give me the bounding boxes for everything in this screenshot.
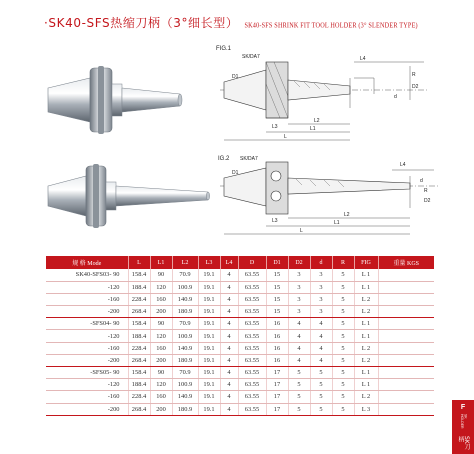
fig1-d1: D1 (232, 74, 239, 80)
table-row (46, 293, 434, 305)
table-cell: 3 (288, 293, 310, 305)
fig2-l: L (300, 228, 303, 234)
fig2-sk: SK/DA7 (240, 156, 258, 162)
title-en: SK40-SFS SHRINK FIT TOOL HOLDER (3° SLENDER TYPE) (244, 21, 418, 30)
side-tab-en: SK HOLDER (460, 414, 468, 429)
table-cell: 4 (288, 342, 310, 354)
table-cell: 5 (332, 391, 354, 403)
fig2-d: d (420, 178, 423, 184)
spec-table (46, 256, 434, 416)
table-cell: 158.4 (128, 367, 150, 379)
fig1-l4: L4 (360, 56, 366, 62)
side-tab-letter: F (460, 404, 466, 411)
table-cell: 160 (150, 391, 172, 403)
table-cell: 228.4 (128, 293, 150, 305)
table-cell: 5 (332, 342, 354, 354)
table-cell: L 1 (354, 367, 378, 379)
table-cell: L 2 (354, 342, 378, 354)
table-cell: 63.55 (238, 330, 266, 342)
column-header: L3 (198, 256, 220, 269)
fig1-sk: SK/DA7 (242, 54, 260, 60)
fig2-label: IG.2 (218, 156, 230, 162)
table-cell: L 1 (354, 330, 378, 342)
fig1-label: FIG.1 (216, 46, 232, 52)
table-cell: 200 (150, 403, 172, 415)
table-row (46, 306, 434, 318)
table-cell: 4 (310, 354, 332, 366)
model-cell: -160 (46, 391, 128, 403)
table-cell: 4 (220, 379, 238, 391)
column-header: L1 (150, 256, 172, 269)
table-row (46, 342, 434, 354)
column-header: 重量 KGS (378, 256, 434, 269)
drawing-fig2 (214, 152, 444, 242)
table-cell: 19.1 (198, 367, 220, 379)
table-cell: L 1 (354, 318, 378, 330)
table-cell: 160 (150, 293, 172, 305)
table-cell (378, 354, 434, 366)
table-cell: 5 (332, 306, 354, 318)
table-row (46, 330, 434, 342)
table-cell: 63.55 (238, 281, 266, 293)
table-cell: 63.55 (238, 342, 266, 354)
table-cell: 19.1 (198, 354, 220, 366)
table-cell: 4 (220, 269, 238, 281)
holder-photo-1 (40, 50, 190, 150)
model-cell: -200 (46, 354, 128, 366)
table-cell: 3 (288, 281, 310, 293)
fig1-l1: L1 (310, 126, 316, 132)
table-cell: 19.1 (198, 306, 220, 318)
fig2-l1: L1 (334, 220, 340, 226)
table-cell: 17 (266, 379, 288, 391)
table-cell (378, 293, 434, 305)
table-cell: 19.1 (198, 269, 220, 281)
table-cell: L 2 (354, 306, 378, 318)
table-row (46, 318, 434, 330)
table-cell: 188.4 (128, 330, 150, 342)
model-cell: -160 (46, 293, 128, 305)
table-cell: 5 (288, 403, 310, 415)
table-cell: 180.9 (172, 354, 198, 366)
column-header: R (332, 256, 354, 269)
table-cell: 19.1 (198, 342, 220, 354)
table-cell: 120 (150, 330, 172, 342)
table-row (46, 403, 434, 415)
holder-photo-2 (40, 150, 220, 242)
title-cn: ·SK40-SFS热缩刀柄（3°细长型） (44, 16, 239, 30)
table-cell: 90 (150, 318, 172, 330)
table-cell (378, 318, 434, 330)
table-cell: L 1 (354, 281, 378, 293)
table-cell: 4 (310, 342, 332, 354)
table-cell: 16 (266, 342, 288, 354)
table-row (46, 354, 434, 366)
table-cell (378, 403, 434, 415)
fig2-d1: D1 (232, 170, 239, 176)
table-cell: 90 (150, 269, 172, 281)
page-title (44, 14, 418, 31)
table-cell: 4 (220, 293, 238, 305)
table-cell: 100.9 (172, 281, 198, 293)
table-cell: 5 (332, 269, 354, 281)
table-cell: 4 (220, 330, 238, 342)
table-cell: 4 (220, 281, 238, 293)
table-cell: 17 (266, 391, 288, 403)
table-cell: 160 (150, 342, 172, 354)
table-cell: 3 (310, 281, 332, 293)
table-cell: 63.55 (238, 367, 266, 379)
table-cell: 158.4 (128, 318, 150, 330)
table-cell: 180.9 (172, 403, 198, 415)
table-cell (378, 367, 434, 379)
drawing-fig1 (214, 48, 434, 148)
table-cell: 5 (332, 367, 354, 379)
table-cell: 63.55 (238, 293, 266, 305)
table-cell: 4 (288, 354, 310, 366)
table-cell (378, 330, 434, 342)
fig2-l4: L4 (400, 162, 406, 168)
table-cell: 5 (288, 391, 310, 403)
table-cell: 63.55 (238, 269, 266, 281)
table-cell: 19.1 (198, 391, 220, 403)
table-cell: 3 (288, 269, 310, 281)
table-row (46, 367, 434, 379)
table-cell: L 1 (354, 379, 378, 391)
table-cell: 5 (332, 293, 354, 305)
fig2-l3: L3 (272, 218, 278, 224)
fig2-r: R (424, 188, 428, 194)
table-cell: 63.55 (238, 306, 266, 318)
table-cell: 180.9 (172, 306, 198, 318)
table-cell: 19.1 (198, 293, 220, 305)
model-cell: -200 (46, 403, 128, 415)
table-cell: 5 (332, 354, 354, 366)
fig1-r: R (412, 72, 416, 78)
table-cell: L 1 (354, 269, 378, 281)
table-cell: 4 (220, 403, 238, 415)
table-cell (378, 306, 434, 318)
model-cell: -SFS05- 90 (46, 367, 128, 379)
table-cell: 70.9 (172, 367, 198, 379)
table-cell: 16 (266, 354, 288, 366)
table-row (46, 379, 434, 391)
table-cell: 268.4 (128, 306, 150, 318)
table-cell: 15 (266, 293, 288, 305)
table-cell: 3 (288, 306, 310, 318)
table-cell: 188.4 (128, 379, 150, 391)
table-cell: 100.9 (172, 330, 198, 342)
table-cell (378, 269, 434, 281)
column-header: 规 格 Mode (46, 256, 128, 269)
table-cell: 63.55 (238, 379, 266, 391)
table-cell: 268.4 (128, 354, 150, 366)
table-cell: 17 (266, 403, 288, 415)
column-header: D1 (266, 256, 288, 269)
model-cell: -120 (46, 281, 128, 293)
fig2-l2: L2 (344, 212, 350, 218)
table-cell: 5 (310, 367, 332, 379)
model-cell: SK40-SFS03- 90 (46, 269, 128, 281)
table-cell: 16 (266, 330, 288, 342)
fig1-l: L (284, 134, 287, 140)
table-cell: 19.1 (198, 281, 220, 293)
fig2-d2: D2 (424, 198, 431, 204)
column-header: d (310, 256, 332, 269)
table-cell: 5 (310, 379, 332, 391)
column-header: L (128, 256, 150, 269)
table-cell: L 2 (354, 391, 378, 403)
spec-table-header (46, 256, 434, 269)
table-cell: 16 (266, 318, 288, 330)
table-cell: L 3 (354, 403, 378, 415)
table-cell: 3 (310, 306, 332, 318)
table-cell: 120 (150, 281, 172, 293)
table-cell: L 2 (354, 354, 378, 366)
fig1-d2: D2 (412, 84, 419, 90)
column-header: FIG (354, 256, 378, 269)
table-cell: 5 (332, 379, 354, 391)
table-cell: 228.4 (128, 342, 150, 354)
table-cell: 5 (310, 391, 332, 403)
table-cell: 200 (150, 306, 172, 318)
table-cell: 3 (310, 293, 332, 305)
table-cell: 15 (266, 281, 288, 293)
table-cell (378, 379, 434, 391)
table-cell: 4 (310, 330, 332, 342)
table-cell: 4 (288, 330, 310, 342)
table-cell: 4 (288, 318, 310, 330)
model-cell: -160 (46, 342, 128, 354)
column-header: D (238, 256, 266, 269)
table-cell: 100.9 (172, 379, 198, 391)
table-cell: 4 (220, 306, 238, 318)
table-cell: 268.4 (128, 403, 150, 415)
model-cell: -120 (46, 379, 128, 391)
table-cell: 19.1 (198, 318, 220, 330)
table-cell: 3 (310, 269, 332, 281)
fig1-l2: L2 (314, 118, 320, 124)
table-cell: 70.9 (172, 269, 198, 281)
table-cell: 4 (310, 318, 332, 330)
table-cell: 70.9 (172, 318, 198, 330)
table-cell: 15 (266, 306, 288, 318)
table-cell: 5 (288, 367, 310, 379)
table-cell: 140.9 (172, 391, 198, 403)
table-cell: 5 (332, 318, 354, 330)
table-cell: 140.9 (172, 342, 198, 354)
table-cell: 90 (150, 367, 172, 379)
table-cell: 63.55 (238, 391, 266, 403)
table-cell: 5 (332, 403, 354, 415)
column-header: L4 (220, 256, 238, 269)
table-cell: 5 (310, 403, 332, 415)
side-tab-cn: SK刀柄 (457, 435, 470, 450)
table-cell: 120 (150, 379, 172, 391)
table-cell (378, 391, 434, 403)
table-cell: 158.4 (128, 269, 150, 281)
table-cell: 19.1 (198, 403, 220, 415)
table-cell: 4 (220, 354, 238, 366)
table-cell: 188.4 (128, 281, 150, 293)
table-cell: 228.4 (128, 391, 150, 403)
table-cell: 15 (266, 269, 288, 281)
column-header: D2 (288, 256, 310, 269)
table-cell: 5 (332, 281, 354, 293)
table-cell: 5 (288, 379, 310, 391)
fig1-l3: L3 (272, 124, 278, 130)
model-cell: -SFS04- 90 (46, 318, 128, 330)
table-cell: 63.55 (238, 354, 266, 366)
side-tab (452, 400, 474, 454)
fig1-d: d (394, 94, 397, 100)
table-cell: 200 (150, 354, 172, 366)
table-row (46, 269, 434, 281)
table-cell: 19.1 (198, 330, 220, 342)
table-cell (378, 342, 434, 354)
table-cell: 140.9 (172, 293, 198, 305)
model-cell: -200 (46, 306, 128, 318)
table-row (46, 391, 434, 403)
table-cell: 4 (220, 342, 238, 354)
column-header: L2 (172, 256, 198, 269)
table-cell: 63.55 (238, 318, 266, 330)
table-row (46, 281, 434, 293)
table-cell: 5 (332, 330, 354, 342)
table-cell: 4 (220, 367, 238, 379)
table-cell: L 2 (354, 293, 378, 305)
model-cell: -120 (46, 330, 128, 342)
table-cell (378, 281, 434, 293)
table-cell: 4 (220, 391, 238, 403)
table-cell: 19.1 (198, 379, 220, 391)
table-cell: 17 (266, 367, 288, 379)
table-cell: 63.55 (238, 403, 266, 415)
table-cell: 4 (220, 318, 238, 330)
